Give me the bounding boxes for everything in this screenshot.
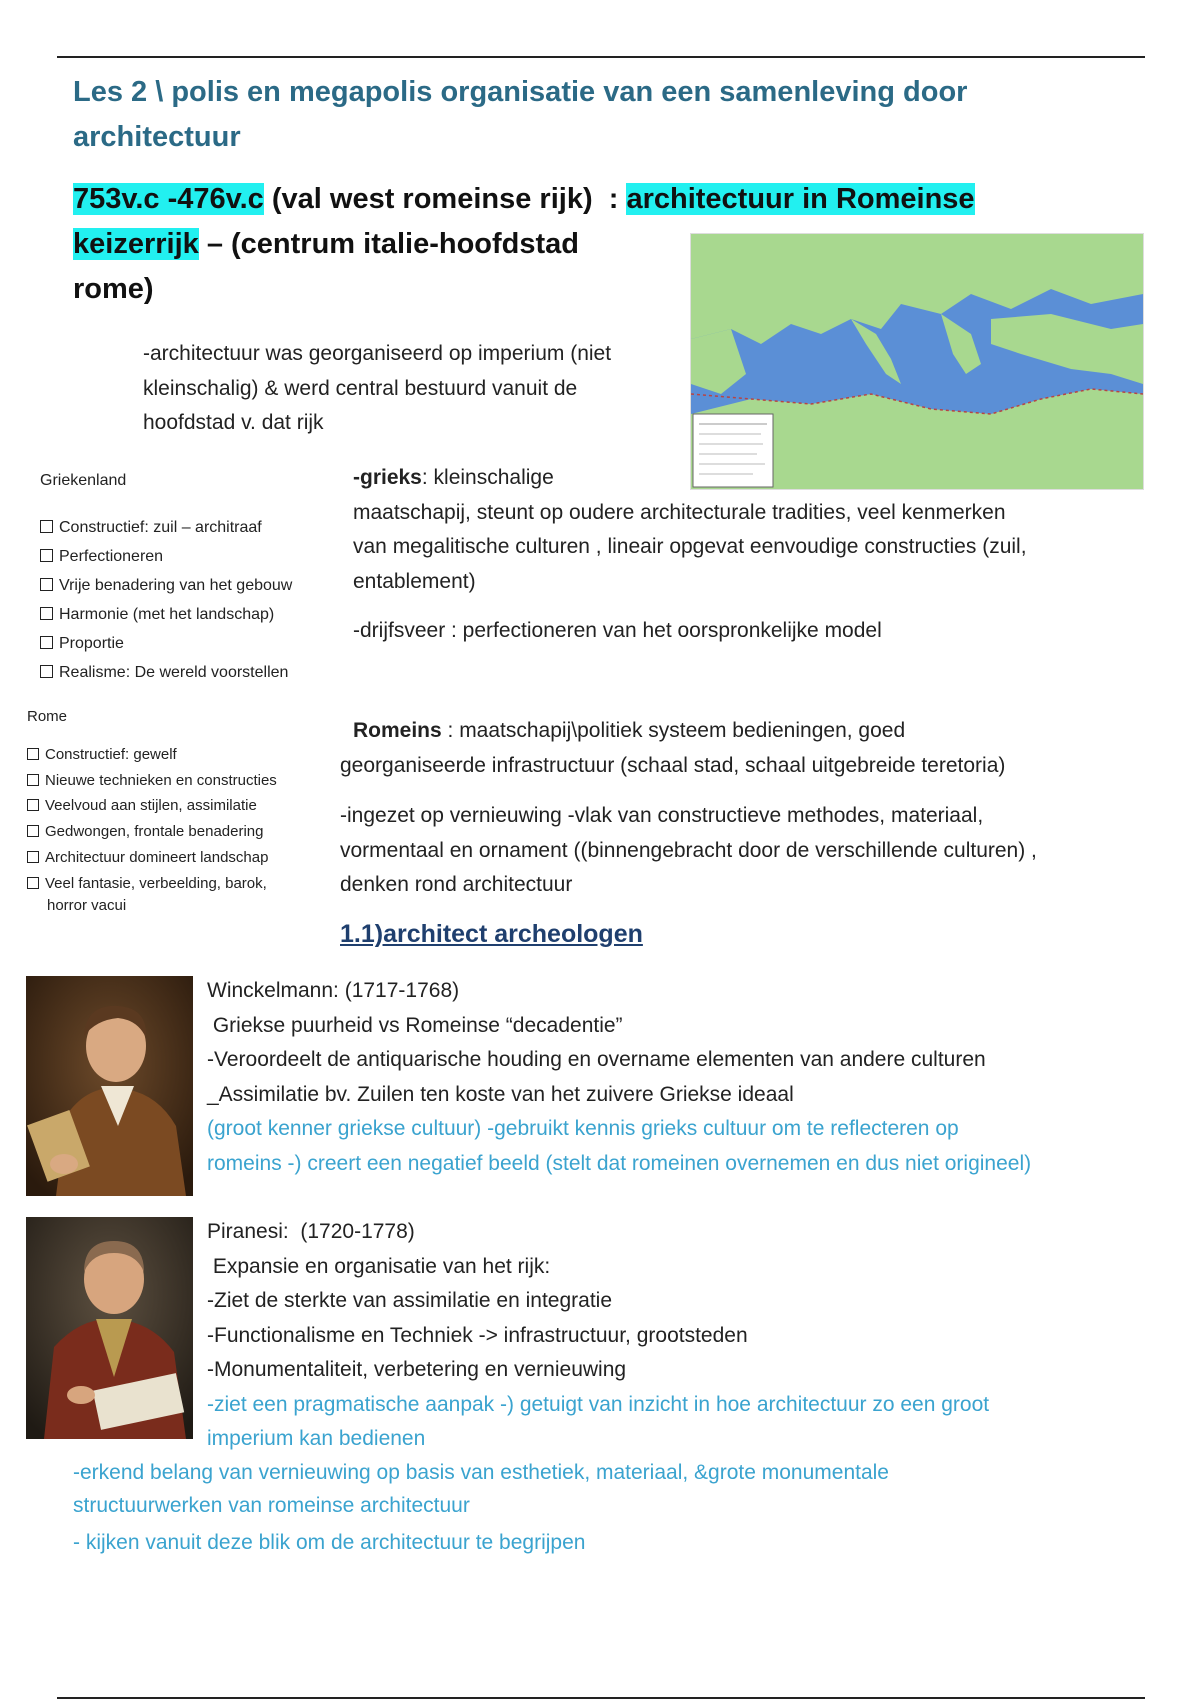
romeins-paragraph xyxy=(340,714,1005,783)
checkbox-icon xyxy=(40,578,53,591)
closing-note: structuurwerken van romeinse architectuur xyxy=(73,1494,470,1517)
portrait-hand xyxy=(67,1386,95,1404)
renewal-line: denken rond architectuur xyxy=(340,873,573,896)
grieks-line: van megalitische culturen , lineair opgevat eenvoudige constructies (zuil, xyxy=(353,535,1027,558)
checklist-item xyxy=(27,768,327,794)
checklist-item xyxy=(40,571,340,600)
piranesi-text xyxy=(207,1215,989,1457)
checklist-item-text: Constructief: gewelf xyxy=(45,745,177,763)
checkbox-icon xyxy=(27,748,39,760)
winckelmann-portrait xyxy=(26,976,193,1196)
checklist-item xyxy=(40,600,340,629)
grieks-line1-rest: : kleinschalige xyxy=(421,466,554,489)
piranesi-line: -Monumentaliteit, verbetering en vernieuwing xyxy=(207,1358,627,1381)
intro-line: -architectuur was georganiseerd op imperium (niet xyxy=(143,342,612,365)
closing-notes xyxy=(73,1456,889,1559)
romeins-label: Romeins xyxy=(353,719,442,742)
piranesi-line: Piranesi: (1720-1778) xyxy=(207,1220,415,1243)
greece-heading: Griekenland xyxy=(40,472,127,489)
checkbox-icon xyxy=(40,665,53,678)
winckelmann-line: _Assimilatie bv. Zuilen ten koste van het zuivere Griekse ideaal xyxy=(207,1082,794,1106)
period-subtitle: (val west romeinse rijk) : xyxy=(263,183,627,215)
grieks-line-1 xyxy=(353,461,1027,496)
winckelmann-line: Winckelmann: (1717-1768) xyxy=(207,979,460,1002)
roman-empire-map xyxy=(690,233,1144,490)
winckelmann-line: Griekse puurheid vs Romeinse “decadentie” xyxy=(207,1013,623,1037)
checklist-item xyxy=(27,845,327,871)
page-title xyxy=(73,70,1073,160)
rome-heading: Rome xyxy=(27,708,68,725)
piranesi-line: Expansie en organisatie van het rijk: xyxy=(207,1254,551,1278)
checkbox-icon xyxy=(27,825,39,837)
checkbox-icon xyxy=(40,607,53,620)
title-line-1: Les 2 \ polis en megapolis organisatie van een samenleving door xyxy=(73,76,968,108)
checklist-item xyxy=(27,871,327,897)
winckelmann-line: -Veroordeelt de antiquarische houding en overname elementen van andere culturen xyxy=(207,1048,986,1071)
checklist-item-text: Constructief: zuil – architraaf xyxy=(59,519,262,536)
period-line-3: rome) xyxy=(73,273,154,305)
checklist-item-text: Gedwongen, frontale benadering xyxy=(45,823,264,841)
closing-note: -erkend belang van vernieuwing op basis van esthetiek, materiaal, &grote monumentale xyxy=(73,1461,889,1484)
section-heading: 1.1)architect archeologen xyxy=(340,920,643,948)
grieks-line: entablement) xyxy=(353,569,476,593)
portrait-hand xyxy=(50,1154,78,1174)
piranesi-note: imperium kan bedienen xyxy=(207,1427,426,1450)
checklist-item-text: Veelvoud aan stijlen, assimilatie xyxy=(45,797,257,815)
checklist-item xyxy=(40,542,340,571)
checklist-item-text: Nieuwe technieken en constructies xyxy=(45,771,277,789)
piranesi-portrait xyxy=(26,1217,193,1439)
checkbox-icon xyxy=(27,799,39,811)
checklist-item-text: Veel fantasie, verbeelding, barok, xyxy=(45,874,267,892)
period-rest: – (centrum italie-hoofdstad xyxy=(198,228,580,260)
checkbox-icon xyxy=(40,520,53,533)
period-dates: 753v.c -476v.c xyxy=(73,183,264,215)
checklist-item-text: Proportie xyxy=(59,635,124,652)
piranesi-line: -Ziet de sterkte van assimilatie en integratie xyxy=(207,1289,613,1312)
checklist-item-continuation: horror vacui xyxy=(47,896,127,914)
checklist-item-text: Perfectioneren xyxy=(59,548,164,565)
bottom-rule xyxy=(57,1697,1145,1699)
romeins-line-1 xyxy=(340,714,1005,749)
map-image xyxy=(691,234,1143,489)
checkbox-icon xyxy=(40,549,53,562)
winckelmann-note: (groot kenner griekse cultuur) -gebruikt kennis grieks cultuur om te reflecteren op xyxy=(207,1117,959,1140)
winckelmann-image xyxy=(26,976,193,1196)
checkbox-icon xyxy=(27,774,39,786)
period-highlight-a: architectuur in Romeinse xyxy=(626,183,975,215)
renewal-line: vormentaal en ornament ((binnengebracht door de verschillende culturen) , xyxy=(340,838,1037,862)
period-line-1 xyxy=(73,177,1053,222)
piranesi-line: -Functionalisme en Techniek -> infrastructuur, grootsteden xyxy=(207,1323,748,1347)
piranesi-note: -ziet een pragmatische aanpak -) getuigt van inzicht in hoe architectuur zo een groot xyxy=(207,1392,990,1416)
checklist-item xyxy=(40,513,340,542)
piranesi-image xyxy=(26,1217,193,1439)
checklist-item xyxy=(27,793,327,819)
top-rule xyxy=(57,56,1145,58)
romeins-line1-rest: : maatschapij\politiek systeem bedieningen, goed xyxy=(441,719,906,742)
intro-text xyxy=(143,337,611,441)
grieks-line: maatschapij, steunt op oudere architecturale tradities, veel kenmerken xyxy=(353,500,1006,524)
closing-note: - kijken vanuit deze blik om de architectuur te begrijpen xyxy=(73,1531,586,1554)
checklist-item-text: Realisme: De wereld voorstellen xyxy=(59,664,289,681)
intro-line: hoofdstad v. dat rijk xyxy=(143,411,324,434)
intro-line: kleinschalig) & werd central bestuurd vanuit de xyxy=(143,376,578,400)
greece-checklist xyxy=(40,466,340,687)
grieks-paragraph xyxy=(353,461,1027,599)
checkbox-icon xyxy=(27,851,39,863)
renewal-paragraph xyxy=(340,799,1037,903)
checklist-item xyxy=(27,742,327,768)
period-highlight-b: keizerrijk xyxy=(73,228,199,260)
grieks-label: -grieks xyxy=(353,466,422,489)
winckelmann-note: romeins -) creert een negatief beeld (stelt dat romeinen overnemen en dus niet origineel) xyxy=(207,1151,1032,1175)
title-line-2: architectuur xyxy=(73,121,241,153)
renewal-line: -ingezet op vernieuwing -vlak van constructieve methodes, materiaal, xyxy=(340,804,984,827)
drive-text: -drijfsveer : perfectioneren van het oorspronkelijke model xyxy=(353,619,882,642)
rome-checklist xyxy=(27,704,327,915)
checkbox-icon xyxy=(27,877,39,889)
checklist-item xyxy=(40,629,340,658)
checklist-item xyxy=(40,658,340,687)
winckelmann-text xyxy=(207,974,1031,1181)
romeins-line-2: georganiseerde infrastructuur (schaal stad, schaal uitgebreide teretoria) xyxy=(340,753,1006,777)
checkbox-icon xyxy=(40,636,53,649)
checklist-item-text: Harmonie (met het landschap) xyxy=(59,606,275,623)
checklist-item-text: Architectuur domineert landschap xyxy=(45,848,269,866)
checklist-item-text: Vrije benadering van het gebouw xyxy=(59,577,293,594)
checklist-item xyxy=(27,819,327,845)
